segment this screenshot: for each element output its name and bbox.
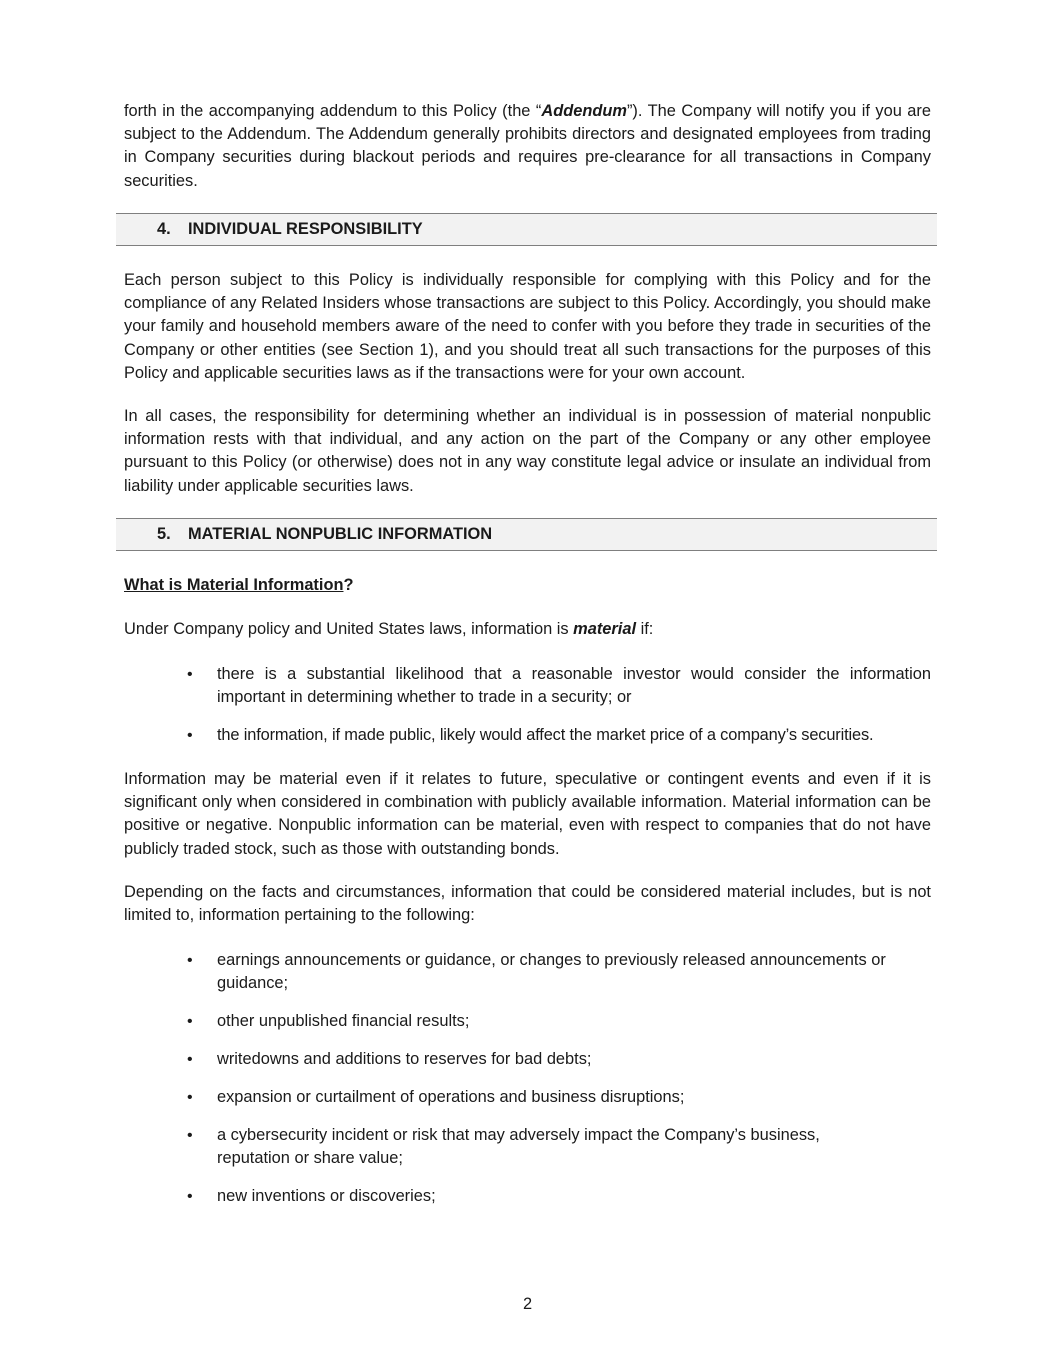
material-intro-end: if: [636, 620, 654, 638]
intro-paragraph [124, 100, 931, 193]
list-item [124, 724, 931, 747]
list-item [124, 663, 931, 709]
section-5-heading [116, 518, 937, 551]
bullet-icon: • [187, 952, 193, 969]
bullet-icon: • [187, 1013, 193, 1030]
material-intro-start: Under Company policy and United States laws, information is [124, 620, 574, 638]
section-5-title: MATERIAL NONPUBLIC INFORMATION [188, 525, 493, 543]
section-4-number: 4. [157, 220, 171, 238]
list-item [124, 1048, 931, 1071]
subheading-text: What is Material Information [124, 576, 344, 594]
future-events-paragraph: Information may be material even if it relates to future, speculative or contingent events and even if it is significant only when considered in combination with publicly available information. Material information can be positive or negative. Nonpublic information can be material, even with respect to companies that do not have publicly traded stock, such as those with outstanding bonds. [124, 770, 931, 858]
page-number: 2 [522, 1295, 533, 1313]
section-4-paragraph-2: In all cases, the responsibility for determining whether an individual is in possession of material nonpublic information rests with that individual, and any action on the part of the Company or any other employee pursuant to this Policy (or otherwise) does not in any way constitute legal advice or insulate an individual from liability under applicable securities laws. [124, 407, 931, 495]
section-4-paragraph-1: Each person subject to this Policy is individually responsible for complying with this Policy and for the compliance of any Related Insiders whose transactions are subject to this Policy. Accordingly, you should make your family and household members aware of the need to confer with you before they trade in securities of the Company or other entities (see Section 1), and you should treat all such transactions for the purposes of this Policy and applicable securities laws as if the transactions were for your own account. [124, 271, 931, 382]
list-item-text: earnings announcements or guidance, or changes to previously released announcements or guidance; [217, 951, 886, 993]
list-item-text: a cybersecurity incident or risk that may adversely impact the Company’s business, reputation or share value; [217, 1126, 820, 1168]
list-item [124, 1124, 931, 1170]
bullet-icon: • [187, 1188, 193, 1205]
material-information-subheading [124, 574, 931, 597]
bullet-icon: • [187, 1127, 193, 1144]
bullet-icon: • [187, 1089, 193, 1106]
bullet-icon: • [187, 1051, 193, 1068]
bullet-icon: • [187, 666, 193, 683]
intro-text-end: ”). The Company will notify you if you are subject to the Addendum. The Addendum generally prohibits directors and designated employees from trading in Company securities during blackout periods and requires pre-clearance for all transactions in Company securities. [124, 102, 931, 190]
depending-paragraph: Depending on the facts and circumstances, information that could be considered material includes, but is not limited to, information pertaining to the following: [124, 883, 931, 925]
list-item [124, 1185, 931, 1208]
list-item-text: writedowns and additions to reserves for bad debts; [217, 1050, 592, 1068]
list-item-text: new inventions or discoveries; [217, 1187, 436, 1205]
list-item-text: other unpublished financial results; [217, 1012, 470, 1030]
list-item-text: the information, if made public, likely would affect the market price of a company’s securities. [217, 726, 874, 744]
subheading-mark: ? [343, 576, 354, 594]
material-definition-intro [124, 618, 931, 641]
list-item-text: expansion or curtailment of operations and business disruptions; [217, 1088, 685, 1106]
list-item-text: there is a substantial likelihood that a reasonable investor would consider the information important in determining whether to trade in a security; or [217, 665, 931, 707]
section-4-title: INDIVIDUAL RESPONSIBILITY [188, 220, 423, 238]
intro-text-start: forth in the accompanying addendum to this Policy (the “ [124, 102, 542, 120]
section-5-number: 5. [157, 525, 171, 543]
bullet-icon: • [187, 727, 193, 744]
section-4-heading [116, 213, 937, 246]
list-item [124, 1086, 931, 1109]
list-item [124, 949, 931, 995]
material-term: material [573, 620, 637, 638]
addendum-term: Addendum [541, 102, 627, 120]
list-item [124, 1010, 931, 1033]
